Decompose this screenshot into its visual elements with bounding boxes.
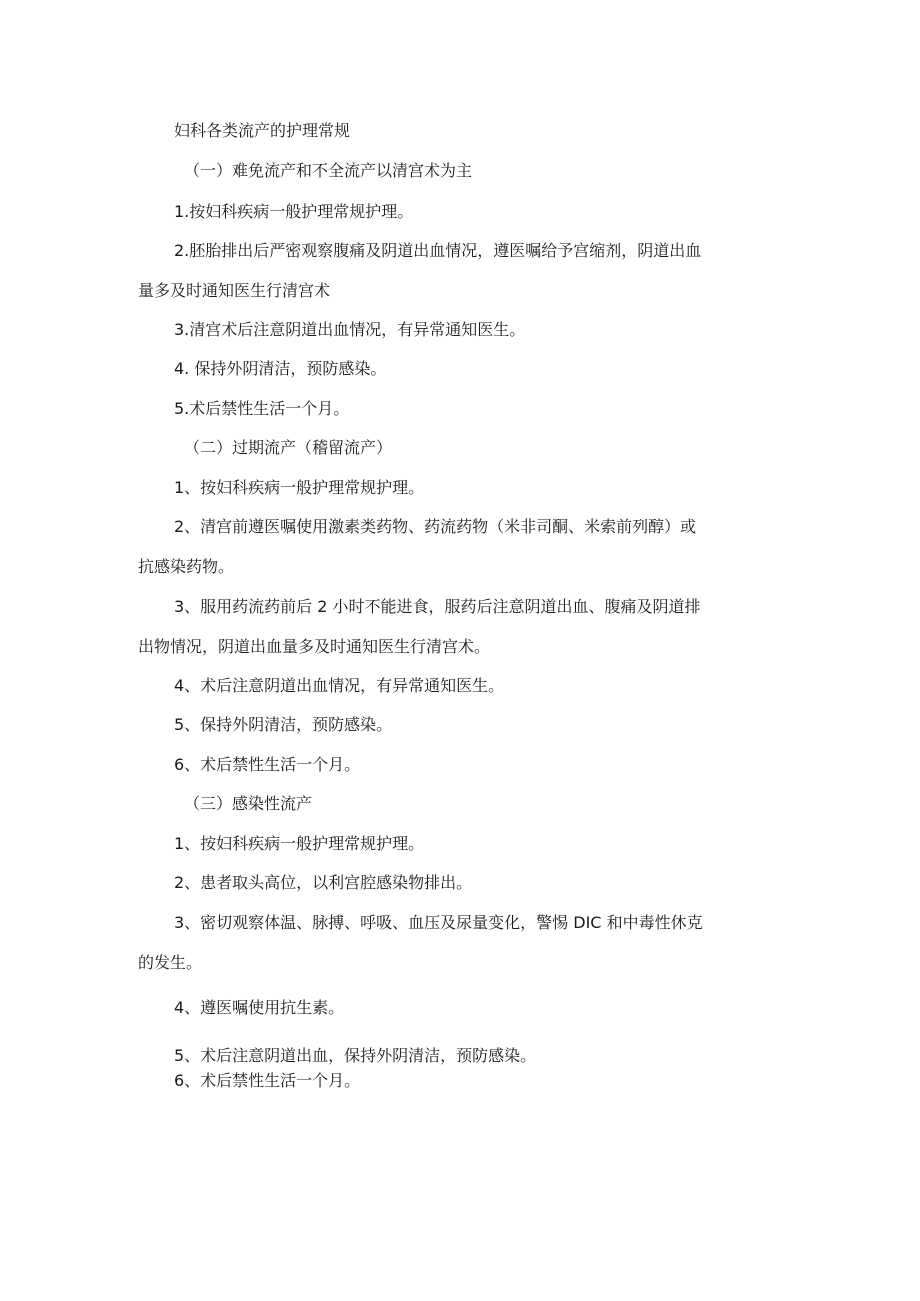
section-3-item-5: 5、术后注意阴道出血，保持外阴清洁，预防感染。	[174, 1046, 537, 1065]
section-1-item-2-continued: 量多及时通知医生行清宫术	[138, 281, 331, 300]
section-1-item-4: 4. 保持外阴清洁，预防感染。	[174, 359, 387, 378]
section-1-heading: （一）难免流产和不全流产以清宫术为主	[184, 161, 473, 180]
section-1-item-5: 5.术后禁性生活一个月。	[174, 399, 350, 418]
section-3-item-3-continued: 的发生。	[138, 953, 203, 972]
section-2-item-2: 2、清宫前遵医嘱使用激素类药物、药流药物（米非司酮、米索前列醇）或	[174, 517, 697, 536]
section-2-item-2-continued: 抗感染药物。	[138, 557, 235, 576]
section-2-item-6: 6、术后禁性生活一个月。	[174, 755, 361, 774]
section-3-item-2: 2、患者取头高位，以利宫腔感染物排出。	[174, 873, 473, 892]
section-2-item-5: 5、保持外阴清洁，预防感染。	[174, 715, 393, 734]
section-3-item-3: 3、密切观察体温、脉搏、呼吸、血压及尿量变化，警惕 DIC 和中毒性休克	[174, 913, 703, 932]
section-3-item-6: 6、术后禁性生活一个月。	[174, 1071, 361, 1090]
section-2-item-3-continued: 出物情况，阴道出血量多及时通知医生行清宫术。	[138, 637, 491, 656]
section-1-item-3: 3.清宫术后注意阴道出血情况，有异常通知医生。	[174, 320, 526, 339]
section-3-item-4: 4、遵医嘱使用抗生素。	[174, 998, 345, 1017]
section-3-item-1: 1、按妇科疾病一般护理常规护理。	[174, 834, 425, 853]
section-2-heading: （二）过期流产（稽留流产）	[184, 438, 393, 457]
section-2-item-3: 3、服用药流药前后 2 小时不能进食，服药后注意阴道出血、腹痛及阴道排	[174, 597, 701, 616]
section-2-item-1: 1、按妇科疾病一般护理常规护理。	[174, 478, 425, 497]
section-1-item-2: 2.胚胎排出后严密观察腹痛及阴道出血情况，遵医嘱给予宫缩剂，阴道出血	[174, 241, 702, 260]
section-1-item-1: 1.按妇科疾病一般护理常规护理。	[174, 202, 414, 221]
section-3-heading: （三）感染性流产	[184, 794, 313, 813]
section-2-item-4: 4、术后注意阴道出血情况，有异常通知医生。	[174, 676, 505, 695]
document-title: 妇科各类流产的护理常规	[174, 121, 351, 140]
